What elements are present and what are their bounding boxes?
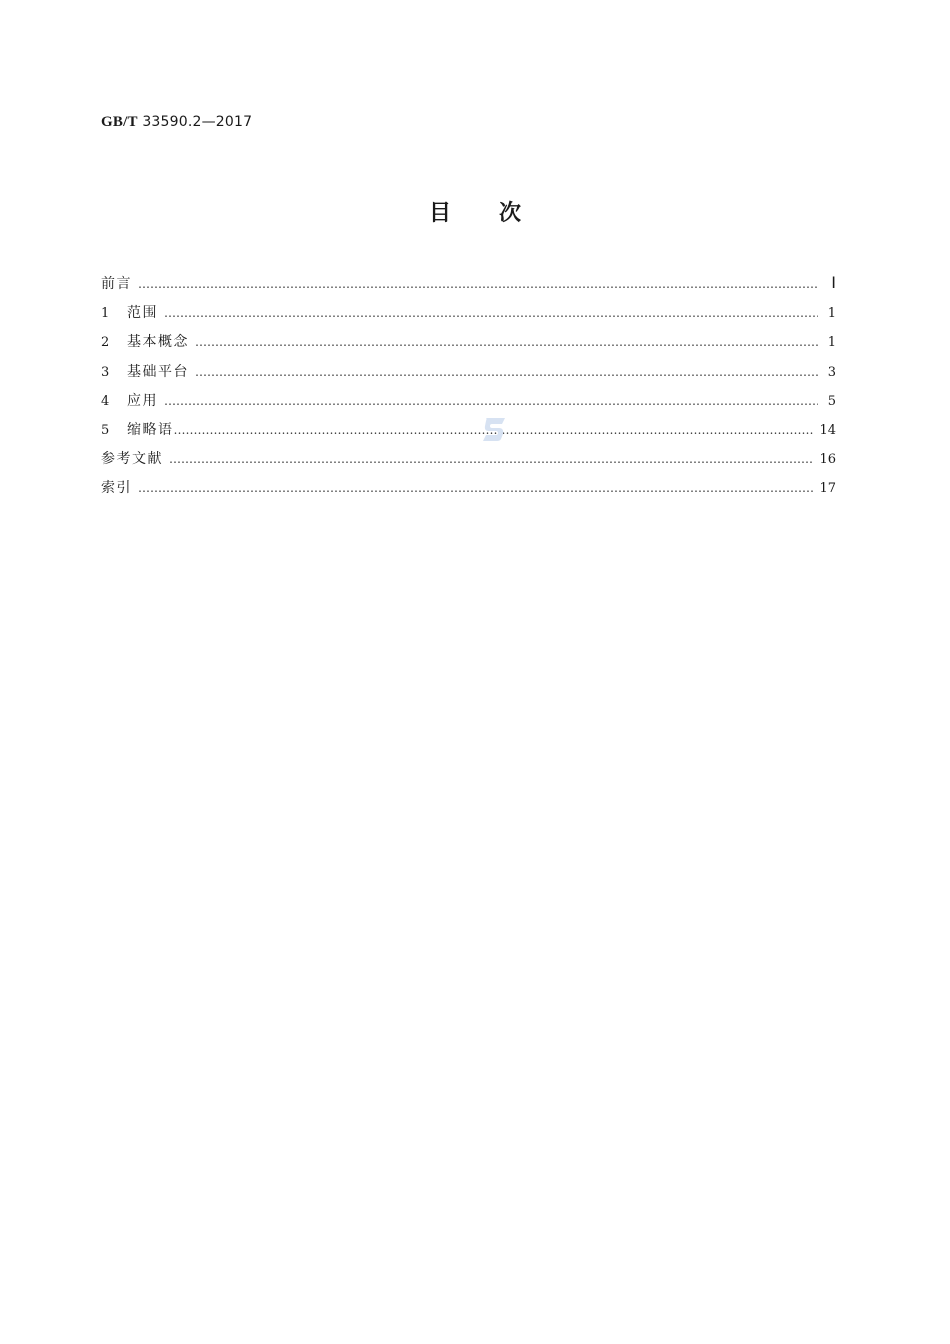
toc-entry-number: 3 [101,364,110,380]
publisher-logo-icon [481,416,507,442]
dot-leader [195,365,818,379]
toc-entry-number: 2 [101,335,110,351]
dot-leader [138,481,813,495]
toc-entry-label: 范围 [127,305,158,322]
toc-entry-page: Ⅰ [831,275,836,292]
toc-entry-base-platform[interactable] [101,361,836,390]
toc-entry-bibliography[interactable] [101,448,836,477]
toc-entry-foreword[interactable] [101,273,836,302]
toc-entry-number: 5 [101,422,110,438]
toc-entry-basic-concepts[interactable] [101,331,836,360]
toc-title-char-1: 目 [428,201,451,226]
toc-entry-page: 1 [827,335,836,351]
toc-entry-page: 17 [819,481,836,497]
toc-title [0,196,950,227]
toc-entry-page: 14 [819,422,836,438]
toc-entry-number: 4 [101,393,110,409]
toc-entry-label: 索引 [101,480,132,497]
standard-code [101,114,252,131]
standard-prefix: GB/T [101,114,138,130]
toc-entry-page: 5 [827,393,836,409]
toc-entry-index[interactable] [101,477,836,506]
toc-entry-label: 前言 [101,276,132,292]
dot-leader [169,452,813,466]
toc-entry-label: 参考文献 [101,451,163,468]
toc-entry-number: 1 [101,306,110,322]
toc-entry-page: 1 [827,306,836,322]
toc-entry-label: 缩略语 [127,421,174,438]
toc-entry-applications[interactable] [101,390,836,419]
toc-entry-label: 基础平台 [127,363,189,380]
toc-entry-abbreviations[interactable] [101,419,836,448]
toc-entry-label: 基本概念 [127,334,189,351]
dot-leader [138,277,818,291]
dot-leader [164,306,818,320]
standard-number: 33590.2—2017 [142,114,253,130]
table-of-contents [101,273,836,507]
dot-leader [195,335,818,349]
toc-entry-page: 16 [819,452,836,468]
dot-leader [164,394,818,408]
toc-entry-page: 3 [827,364,836,380]
toc-title-char-2: 次 [499,201,522,226]
toc-entry-label: 应用 [127,392,158,409]
toc-entry-scope[interactable] [101,302,836,331]
